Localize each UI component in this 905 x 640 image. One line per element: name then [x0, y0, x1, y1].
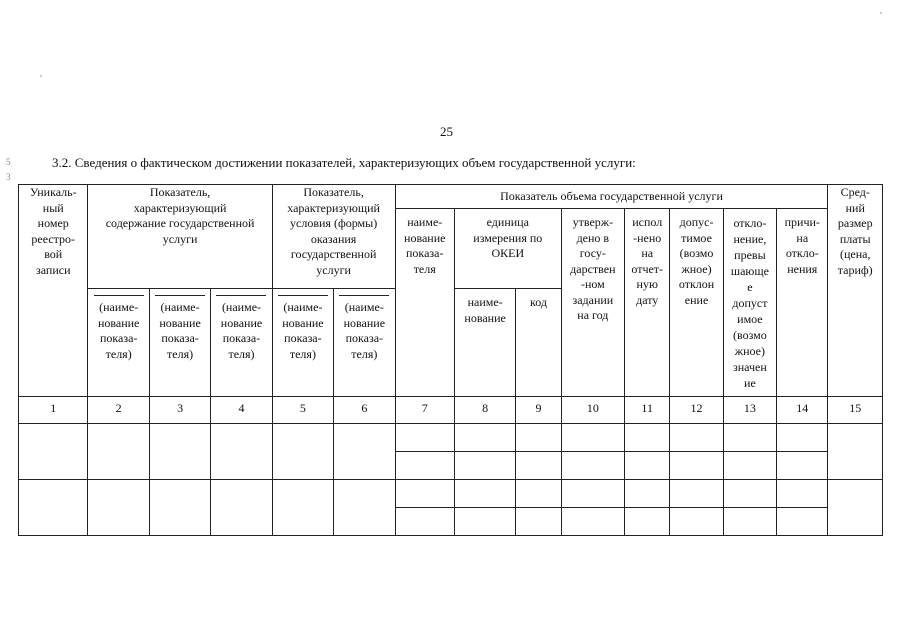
table-cell[interactable]	[561, 508, 624, 536]
header-executed: испол -нено на отчет- ную дату	[625, 209, 670, 397]
scan-speck	[40, 75, 42, 77]
table-cell[interactable]	[454, 424, 515, 452]
header-conditions-indicator-2: (наиме- нование показа- теля)	[334, 289, 395, 397]
table-cell[interactable]	[454, 452, 515, 480]
table-cell[interactable]	[777, 424, 828, 452]
table-cell[interactable]	[777, 480, 828, 508]
column-number: 9	[516, 397, 561, 424]
header-allowed-deviation: допус- тимое (возмо жное) отклон ение	[670, 209, 723, 397]
table-cell[interactable]	[88, 424, 149, 480]
column-number: 14	[777, 397, 828, 424]
table-cell[interactable]	[828, 424, 883, 480]
table-cell[interactable]	[516, 452, 561, 480]
table-cell[interactable]	[211, 424, 272, 480]
table-cell[interactable]	[670, 452, 723, 480]
header-conditions-indicator: Показатель, характеризующий условия (формы) оказания государственной услуги	[272, 185, 395, 289]
table-cell[interactable]	[454, 508, 515, 536]
table-cell[interactable]	[334, 424, 395, 480]
table-cell[interactable]	[334, 480, 395, 536]
header-average-fee: Сред- ний размер платы (цена, тариф)	[828, 185, 883, 397]
column-number: 11	[625, 397, 670, 424]
table-cell[interactable]	[516, 424, 561, 452]
header-unit-code: код	[516, 289, 561, 397]
column-number: 8	[454, 397, 515, 424]
table-cell[interactable]	[272, 480, 333, 536]
table-row	[19, 480, 883, 508]
table-cell[interactable]	[625, 508, 670, 536]
header-conditions-indicator-1: (наиме- нование показа- теля)	[272, 289, 333, 397]
header-approved: утверж- дено в госу- дарствен -ном задании на год	[561, 209, 624, 397]
column-number: 12	[670, 397, 723, 424]
table-cell[interactable]	[19, 424, 88, 480]
table-cell[interactable]	[723, 508, 776, 536]
column-number: 2	[88, 397, 149, 424]
table-cell[interactable]	[561, 452, 624, 480]
header-volume-indicator: Показатель объема государственной услуги	[395, 185, 828, 209]
margin-mark: 3	[6, 172, 11, 182]
column-number: 5	[272, 397, 333, 424]
header-exceeding-deviation: откло- нение, превы шающе е допуст имое (возмо жное) значен ие	[723, 209, 776, 397]
table-cell[interactable]	[211, 480, 272, 536]
table-cell[interactable]	[777, 508, 828, 536]
header-deviation-reason: причи- на откло- нения	[777, 209, 828, 397]
column-number: 15	[828, 397, 883, 424]
table-cell[interactable]	[395, 452, 454, 480]
table-cell[interactable]	[272, 424, 333, 480]
table-cell[interactable]	[19, 480, 88, 536]
table-cell[interactable]	[454, 480, 515, 508]
header-content-indicator-1: (наиме- нование показа- теля)	[88, 289, 149, 397]
table-cell[interactable]	[670, 508, 723, 536]
table-cell[interactable]	[149, 480, 210, 536]
table-cell[interactable]	[625, 452, 670, 480]
table-cell[interactable]	[561, 424, 624, 452]
table-cell[interactable]	[88, 480, 149, 536]
column-number-row	[19, 397, 883, 424]
header-unit-name: наиме- нование	[454, 289, 515, 397]
table-cell[interactable]	[395, 480, 454, 508]
table-cell[interactable]	[625, 424, 670, 452]
table-cell[interactable]	[149, 424, 210, 480]
table-row	[19, 424, 883, 452]
table-cell[interactable]	[516, 480, 561, 508]
header-unit-okei: единица измерения по ОКЕИ	[454, 209, 561, 289]
column-number: 6	[334, 397, 395, 424]
table-cell[interactable]	[516, 508, 561, 536]
table-cell[interactable]	[625, 480, 670, 508]
section-title: 3.2. Сведения о фактическом достижении показателей, характеризующих объем государственной услуги:	[52, 155, 636, 170]
column-number: 10	[561, 397, 624, 424]
table-cell[interactable]	[395, 424, 454, 452]
table-cell[interactable]	[723, 424, 776, 452]
table-cell[interactable]	[395, 508, 454, 536]
column-number: 1	[19, 397, 88, 424]
column-number: 13	[723, 397, 776, 424]
column-number: 7	[395, 397, 454, 424]
table-cell[interactable]	[723, 480, 776, 508]
page-number: 25	[440, 124, 453, 139]
margin-mark: 5	[6, 157, 11, 167]
column-number: 4	[211, 397, 272, 424]
table-cell[interactable]	[723, 452, 776, 480]
header-indicator-name: наиме- нование показа- теля	[395, 209, 454, 397]
table-cell[interactable]	[777, 452, 828, 480]
indicator-volume-table	[18, 184, 883, 536]
header-content-indicator-2: (наиме- нование показа- теля)	[149, 289, 210, 397]
table-cell[interactable]	[561, 480, 624, 508]
column-number: 3	[149, 397, 210, 424]
scan-speck	[880, 12, 882, 14]
header-content-indicator-3: (наиме- нование показа- теля)	[211, 289, 272, 397]
table-cell[interactable]	[828, 480, 883, 536]
header-content-indicator: Показатель, характеризующий содержание государственной услуги	[88, 185, 272, 289]
table-cell[interactable]	[670, 424, 723, 452]
table-cell[interactable]	[670, 480, 723, 508]
header-unique-number: Уникаль- ный номер реестро- вой записи	[19, 185, 88, 397]
